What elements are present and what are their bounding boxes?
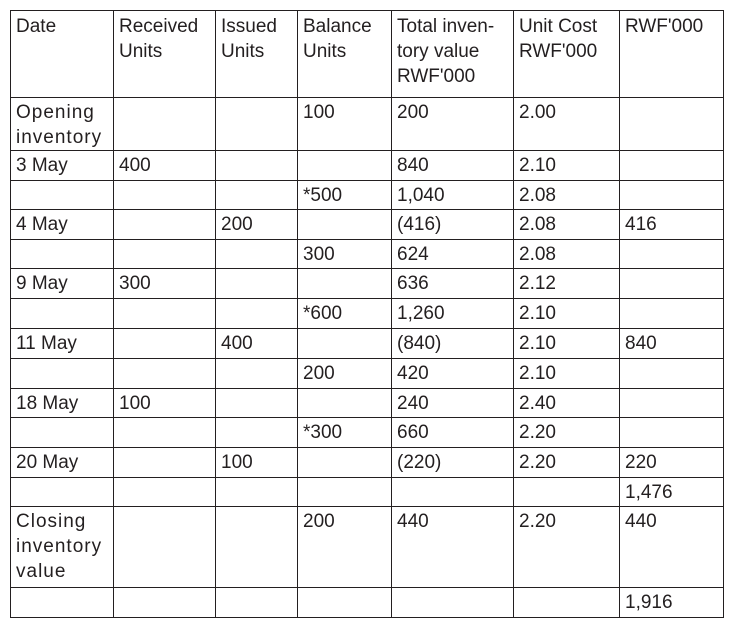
cell-rwf-000: 220 bbox=[620, 448, 724, 478]
cell-unit-cost: 2.10 bbox=[514, 359, 620, 389]
cell-balance-units bbox=[298, 389, 392, 418]
header-issued-units: Issued Units bbox=[216, 11, 298, 98]
cell-balance-units bbox=[298, 588, 392, 618]
header-total-inventory-value: Total inven- tory value RWF'000 bbox=[392, 11, 514, 98]
header-rwf-000: RWF'000 bbox=[620, 11, 724, 98]
cell-date bbox=[11, 478, 114, 507]
cell-total-inventory-value: 1,040 bbox=[392, 181, 514, 210]
cell-total-inventory-value: 624 bbox=[392, 240, 514, 269]
cell-balance-units: 300 bbox=[298, 240, 392, 269]
cell-balance-units: *500 bbox=[298, 181, 392, 210]
cell-received-units bbox=[114, 210, 216, 240]
cell-balance-units: 100 bbox=[298, 98, 392, 151]
header-row bbox=[11, 11, 724, 98]
header-unit-cost: Unit Cost RWF'000 bbox=[514, 11, 620, 98]
cell-unit-cost: 2.10 bbox=[514, 299, 620, 329]
cell-issued-units bbox=[216, 359, 298, 389]
table-row bbox=[11, 507, 724, 588]
cell-total-inventory-value bbox=[392, 478, 514, 507]
table-row bbox=[11, 329, 724, 359]
cell-date bbox=[11, 181, 114, 210]
cell-balance-units bbox=[298, 329, 392, 359]
cell-date bbox=[11, 240, 114, 269]
cell-date: 3 May bbox=[11, 151, 114, 181]
cell-date bbox=[11, 418, 114, 448]
inventory-valuation-table-container bbox=[10, 10, 724, 618]
cell-rwf-000 bbox=[620, 359, 724, 389]
cell-rwf-000: 416 bbox=[620, 210, 724, 240]
cell-unit-cost: 2.40 bbox=[514, 389, 620, 418]
cell-rwf-000 bbox=[620, 98, 724, 151]
cell-date bbox=[11, 359, 114, 389]
cell-unit-cost: 2.08 bbox=[514, 240, 620, 269]
table-row bbox=[11, 418, 724, 448]
cell-rwf-000 bbox=[620, 299, 724, 329]
cell-issued-units bbox=[216, 269, 298, 299]
cell-unit-cost: 2.10 bbox=[514, 329, 620, 359]
cell-rwf-000 bbox=[620, 418, 724, 448]
cell-rwf-000 bbox=[620, 389, 724, 418]
cell-issued-units bbox=[216, 418, 298, 448]
cell-unit-cost bbox=[514, 478, 620, 507]
cell-issued-units bbox=[216, 588, 298, 618]
cell-issued-units: 100 bbox=[216, 448, 298, 478]
cell-total-inventory-value: (220) bbox=[392, 448, 514, 478]
cell-received-units bbox=[114, 588, 216, 618]
cell-total-inventory-value bbox=[392, 588, 514, 618]
cell-balance-units: *600 bbox=[298, 299, 392, 329]
cell-balance-units: 200 bbox=[298, 359, 392, 389]
table-row bbox=[11, 359, 724, 389]
cell-rwf-000 bbox=[620, 151, 724, 181]
cell-received-units bbox=[114, 448, 216, 478]
inventory-valuation-table bbox=[10, 10, 724, 618]
cell-issued-units bbox=[216, 478, 298, 507]
cell-issued-units bbox=[216, 151, 298, 181]
cell-unit-cost: 2.20 bbox=[514, 507, 620, 588]
table-row bbox=[11, 478, 724, 507]
cell-received-units: 300 bbox=[114, 269, 216, 299]
cell-unit-cost: 2.20 bbox=[514, 418, 620, 448]
cell-unit-cost: 2.10 bbox=[514, 151, 620, 181]
cell-total-inventory-value: 440 bbox=[392, 507, 514, 588]
cell-total-inventory-value: 660 bbox=[392, 418, 514, 448]
cell-unit-cost: 2.20 bbox=[514, 448, 620, 478]
cell-rwf-000 bbox=[620, 181, 724, 210]
cell-rwf-000: 840 bbox=[620, 329, 724, 359]
cell-total-inventory-value: 420 bbox=[392, 359, 514, 389]
cell-unit-cost bbox=[514, 588, 620, 618]
cell-issued-units bbox=[216, 507, 298, 588]
cell-unit-cost: 2.00 bbox=[514, 98, 620, 151]
cell-received-units: 400 bbox=[114, 151, 216, 181]
table-row bbox=[11, 389, 724, 418]
table-row bbox=[11, 210, 724, 240]
cell-issued-units bbox=[216, 98, 298, 151]
cell-date: Closing inventory value bbox=[11, 507, 114, 588]
cell-date: 18 May bbox=[11, 389, 114, 418]
cell-issued-units: 200 bbox=[216, 210, 298, 240]
cell-received-units bbox=[114, 418, 216, 448]
cell-balance-units bbox=[298, 151, 392, 181]
cell-date: 20 May bbox=[11, 448, 114, 478]
cell-received-units bbox=[114, 329, 216, 359]
cell-balance-units: *300 bbox=[298, 418, 392, 448]
cell-issued-units bbox=[216, 181, 298, 210]
cell-date: 11 May bbox=[11, 329, 114, 359]
cell-issued-units: 400 bbox=[216, 329, 298, 359]
cell-rwf-000 bbox=[620, 269, 724, 299]
cell-date bbox=[11, 299, 114, 329]
cell-received-units bbox=[114, 181, 216, 210]
cell-date: Opening inventory bbox=[11, 98, 114, 151]
table-row bbox=[11, 98, 724, 151]
cell-received-units bbox=[114, 359, 216, 389]
cell-date: 9 May bbox=[11, 269, 114, 299]
header-received-units: Received Units bbox=[114, 11, 216, 98]
cell-balance-units bbox=[298, 269, 392, 299]
cell-issued-units bbox=[216, 299, 298, 329]
cell-received-units bbox=[114, 507, 216, 588]
cell-rwf-000: 1,476 bbox=[620, 478, 724, 507]
cell-total-inventory-value: 240 bbox=[392, 389, 514, 418]
cell-received-units bbox=[114, 240, 216, 269]
cell-unit-cost: 2.08 bbox=[514, 181, 620, 210]
cell-balance-units bbox=[298, 478, 392, 507]
cell-rwf-000: 1,916 bbox=[620, 588, 724, 618]
cell-date: 4 May bbox=[11, 210, 114, 240]
cell-rwf-000: 440 bbox=[620, 507, 724, 588]
cell-unit-cost: 2.08 bbox=[514, 210, 620, 240]
header-balance-units: Balance Units bbox=[298, 11, 392, 98]
cell-balance-units bbox=[298, 448, 392, 478]
header-date: Date bbox=[11, 11, 114, 98]
cell-rwf-000 bbox=[620, 240, 724, 269]
cell-balance-units bbox=[298, 210, 392, 240]
table-row bbox=[11, 181, 724, 210]
table-row bbox=[11, 269, 724, 299]
cell-received-units bbox=[114, 98, 216, 151]
table-row bbox=[11, 299, 724, 329]
cell-total-inventory-value: (840) bbox=[392, 329, 514, 359]
table-row bbox=[11, 151, 724, 181]
cell-total-inventory-value: 840 bbox=[392, 151, 514, 181]
cell-received-units bbox=[114, 299, 216, 329]
table-row bbox=[11, 240, 724, 269]
cell-total-inventory-value: (416) bbox=[392, 210, 514, 240]
cell-received-units: 100 bbox=[114, 389, 216, 418]
cell-received-units bbox=[114, 478, 216, 507]
cell-unit-cost: 2.12 bbox=[514, 269, 620, 299]
cell-total-inventory-value: 1,260 bbox=[392, 299, 514, 329]
cell-balance-units: 200 bbox=[298, 507, 392, 588]
cell-total-inventory-value: 636 bbox=[392, 269, 514, 299]
cell-issued-units bbox=[216, 240, 298, 269]
cell-total-inventory-value: 200 bbox=[392, 98, 514, 151]
table-row bbox=[11, 588, 724, 618]
table-row bbox=[11, 448, 724, 478]
cell-issued-units bbox=[216, 389, 298, 418]
cell-date bbox=[11, 588, 114, 618]
